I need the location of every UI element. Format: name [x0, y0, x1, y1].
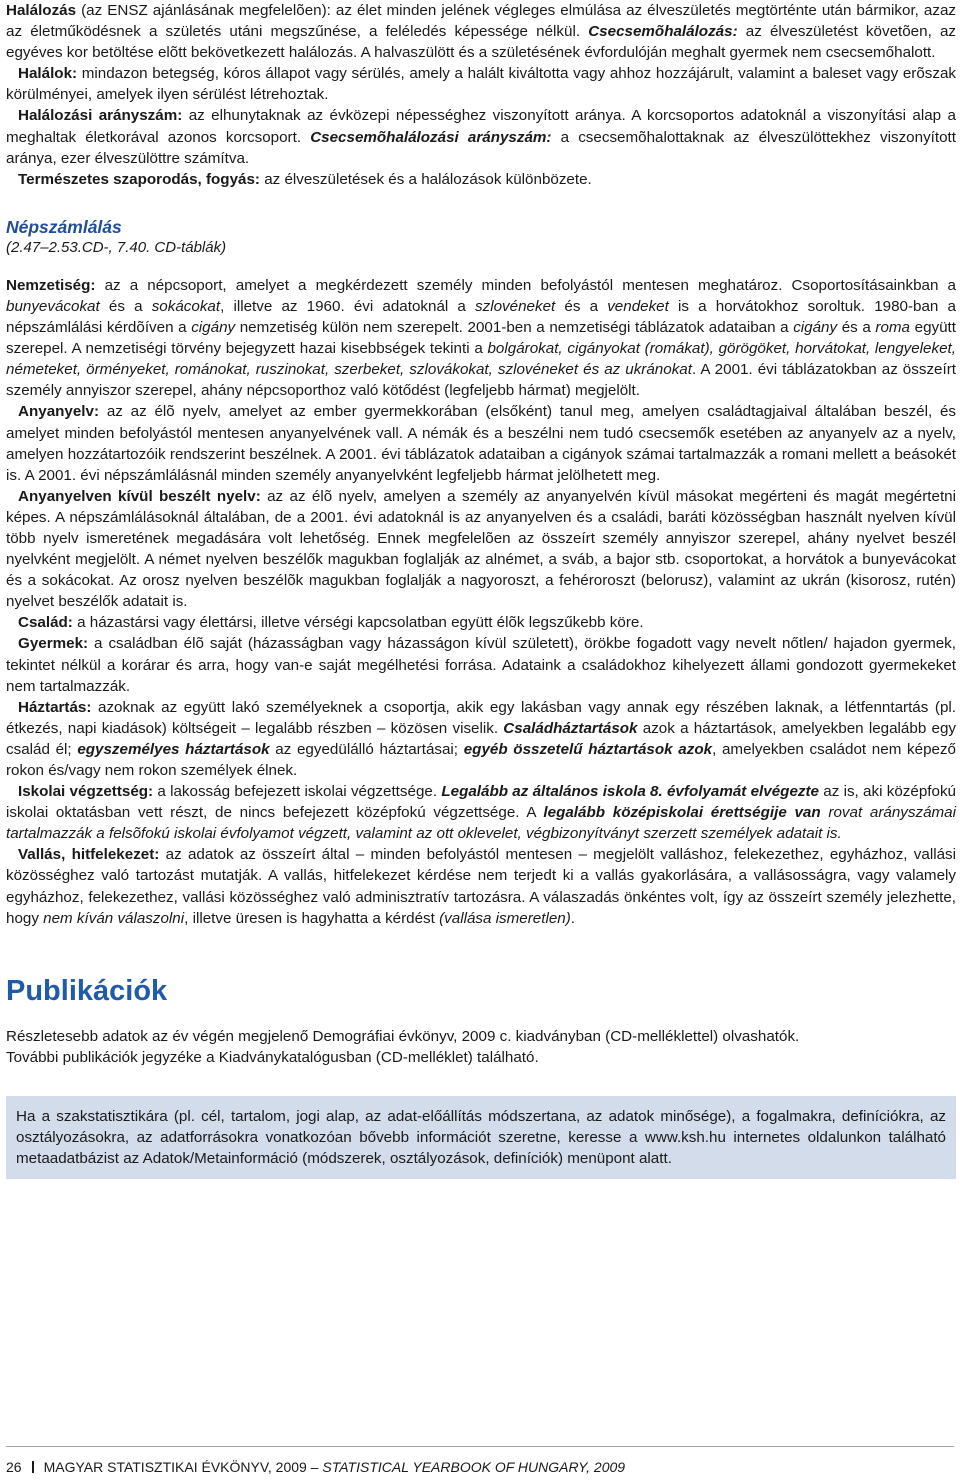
census-title: Népszámlálás	[6, 216, 122, 237]
text-run: . A 2001. évi táblázatokban az összeírt személy annyiszor szerepel, ahány népcsoporthoz való kötődést (legfeljebb hármat) megjelölt.	[6, 361, 956, 400]
emphasis-run: cigány	[191, 319, 236, 337]
census-definition-paragraph	[6, 697, 956, 781]
definition-paragraph	[6, 105, 956, 168]
definition-paragraph	[6, 0, 956, 63]
emphasis-run: Gyermek:	[18, 635, 89, 653]
census-definition-paragraph	[6, 633, 956, 696]
emphasis-run: Anyanyelv:	[18, 403, 100, 421]
emphasis-run: Természetes szaporodás, fogyás:	[18, 170, 260, 188]
emphasis-run: Családháztartások	[503, 719, 638, 737]
text-run: a családban élõ saját (házasságban vagy házasságon kívül született), örökbe fogadott vagy nevelt nőtlen/ hajadon gyermek, tekintet nélkül a korárar és arra, hogy van-e saját megélhetési forrása. Adataink a családokhoz kihelyezett állami gondozott gyermekeket nem tartalmazzák.	[6, 635, 956, 695]
text-run: nemzetiség külön nem szerepelt. 2001-ben a nemzetiségi táblázatok adataiban a	[235, 319, 794, 337]
emphasis-run: rovat arányszámai tartalmazzák a felsõfokú iskolai évfolyamot végzett, valamint az ott oklevelet, végbizonyítványt szerzett személyek adatait is.	[6, 804, 956, 843]
emphasis-run: szlovéneket	[475, 297, 556, 315]
text-run: az egyedülálló háztartásai;	[269, 740, 464, 758]
info-box	[6, 1096, 956, 1179]
publications-text-2: További publikációk jegyzéke a Kiadványkatalógusban (CD-melléklet) található.	[6, 1048, 539, 1066]
emphasis-run: Csecsemõhalálozási arányszám:	[310, 128, 552, 146]
text-run: az az élõ nyelv, amelyen a személy az anyanyelvén kívül másokat megérteni és magát megértetni képes. A népszámlálásoknál általában, de a 2001. évi adatoknál is az anyanyelven és a családi, baráti közösségban használt nyelven kívül több nyelv ismeretének megadására volt lehetőség. Ennek megfelelõen az összeírt személy annyiszor szerepel, ahány nyelvet beszél nyelvként megjelölt. A német nyelven beszélők magukban foglalják az alnémet, a sváb, a bajor stb. csoportokat, a horvátok a bunyevácokat és a sokácokat. Az orosz nyelven beszélõk magukban foglalják a nagyoroszt, a fehéroroszt (belorusz), valamint az ukrán (kisorosz, rutén) nyelvet beszélők adatait is.	[6, 487, 956, 611]
footer-dash: –	[306, 1459, 323, 1475]
emphasis-run: legalább középiskolai érettségije van	[543, 804, 821, 822]
page-footer	[6, 1458, 954, 1476]
emphasis-run: cigány	[793, 319, 838, 337]
info-box-text: Ha a szakstatisztikára (pl. cél, tartalom, jogi alap, az adat-előállítás módszertana, az adatok minősége), a fogalmakra, definíciókra, az osztályozásokra, az adatforrásokra vonatkozóan bővebb információt szeretne, keresse a www.ksh.hu internetes oldalunkon található metaadatbázist az Adatok/Metainformáció (módszerek, osztályozások, definíciók) menüpont alatt.	[16, 1107, 946, 1168]
census-definition-paragraph	[6, 612, 956, 633]
publications-title: Publikációk	[6, 974, 168, 1007]
emphasis-run: vendeket	[607, 297, 669, 315]
footer-separator	[32, 1461, 34, 1473]
emphasis-run: Halálok:	[18, 65, 78, 83]
page-number: 26	[6, 1459, 22, 1475]
census-subtitle: (2.47–2.53.CD-, 7.40. CD-táblák)	[6, 238, 227, 256]
text-run: az is, aki középfokú iskolai oktatásban vett részt, de nincs befejezett középfokú végzettsége. A	[6, 783, 956, 822]
emphasis-run: bolgárokat, cigányokat (romákat), görögöket, horvátokat, lengyeleket, németeket, örményeket, románokat, ruszinokat, szerbeket, szlovákokat, szlovéneket és az ukránokat	[6, 340, 956, 379]
emphasis-run: egyszemélyes háztartások	[77, 740, 270, 758]
emphasis-run: Család:	[18, 614, 73, 632]
text-run: együtt szerepel. A nemzetiségi törvény bejegyzett hazai kisebbségek tekinti a	[6, 319, 956, 358]
census-definitions	[6, 275, 956, 929]
emphasis-run: bunyevácokat	[6, 297, 100, 315]
census-definition-paragraph	[6, 844, 956, 928]
emphasis-run: Anyanyelven kívül beszélt nyelv:	[18, 487, 261, 505]
emphasis-run: nem kíván válaszolni	[43, 909, 185, 927]
census-definition-paragraph	[6, 275, 956, 402]
emphasis-run: Iskolai végzettség:	[18, 783, 154, 801]
footer-title: MAGYAR STATISZTIKAI ÉVKÖNYV, 2009	[43, 1459, 307, 1475]
text-run: .	[570, 909, 576, 927]
text-run: az a népcsoport, amelyet a megkérdezett személy minden befolyástól mentesen meghatároz. Csoportosításainkban a	[95, 276, 956, 294]
text-run: , amelyekben családot nem képező rokon és/vagy nem rokon személyek élnek.	[6, 740, 957, 779]
emphasis-run: Halálozási arányszám:	[18, 107, 183, 125]
census-definition-paragraph	[6, 781, 956, 844]
definition-paragraph	[6, 169, 956, 190]
emphasis-run: egyéb összetelű háztartások azok	[463, 740, 713, 758]
definition-text: mindazon betegség, kóros állapot vagy sérülés, amely a halált kiváltotta vagy ahhoz hozzájárult, valamint a baleset vagy erõszak körülményei, amelyek ilyen sérülést létrehoztak.	[6, 65, 956, 104]
text-run: az adatok az összeírt által – minden befolyástól mentesen – megjelölt valláshoz, felekezethez, egyházhoz, vallási közösséghez való tartozást mutatják. A vallás, hitfelekezet kérdése nem terjedt ki a vallás gyakorlására, a vallásosságra, vagy valamely egyházhoz, felekezethez, vallási közösséghez való adminisztratív tartozásra. A válaszadás önkéntes volt, így az összeírt személy jelezhette, hogy	[6, 846, 956, 927]
text-run: és a	[555, 297, 608, 315]
definition-text: az élveszületések és a halálozások különbözete.	[259, 170, 592, 188]
emphasis-run: Nemzetiség:	[6, 276, 96, 294]
definition-text: (az ENSZ ajánlásának megfelelõen): az élet minden jelének végleges elmúlása az élveszületés megtörténte után bármikor, azaz az életműködésnek a születés utáni megszűnése, a feléledés képessége nélkül.	[6, 2, 956, 41]
emphasis-run: Vallás, hitfelekezet:	[18, 846, 160, 864]
text-run: , illetve az 1960. évi adatoknál a	[220, 297, 476, 315]
text-run: azok a háztartások, amelyekben legalább egy család él;	[6, 719, 956, 758]
publications-text-1: Részletesebb adatok az év végén megjelenő Demográfiai évkönyv, 2009 c. kiadványban (CD-melléklettel) olvashatók.	[6, 1027, 800, 1045]
text-run: , illetve üresen is hagyhatta a kérdést	[184, 909, 440, 927]
definition-paragraph	[6, 63, 956, 105]
page	[6, 0, 956, 1179]
census-section	[6, 217, 956, 929]
text-run: a házastársi vagy élettársi, illetve vérségi kapcsolatban együtt élõk legszűkebb köre.	[72, 614, 644, 632]
text-run: azoknak az együtt lakó személyeknek a csoportja, akik egy lakásban vagy annak egy részében laknak, a létfenntartás (pl. étkezés, napi kiadások) költségeit – legalább részben – közösen viselik.	[6, 698, 956, 737]
footer-rule	[6, 1446, 954, 1447]
text-run: az élveszületést követõen, az egyéves kor betöltése elõtt bekövetkezett halálozás. A halvaszülött és a születésének évfordulóján meghalt gyermek nem csecsemőhalott.	[6, 23, 956, 62]
emphasis-run: Csecsemõhalálozás:	[588, 23, 738, 41]
definitions-section	[6, 0, 956, 190]
emphasis-run: Háztartás:	[18, 698, 92, 716]
text-run: a csecsemõhalottaknak az élveszülöttekhez viszonyított aránya, ezer élveszülöttre számítva.	[6, 128, 956, 167]
text-run: a lakosság befejezett iskolai végzettsége.	[153, 783, 442, 801]
emphasis-run: Halálozás	[6, 2, 77, 19]
emphasis-run: sokácokat	[151, 297, 221, 315]
emphasis-run: Legalább az általános iskola 8. évfolyamát elvégezte	[441, 783, 819, 801]
publications-section	[6, 973, 956, 1068]
text-run: és a	[99, 297, 152, 315]
footer-title-en: STATISTICAL YEARBOOK OF HUNGARY, 2009	[322, 1459, 626, 1475]
emphasis-run: roma	[875, 319, 911, 337]
emphasis-run: (vallása ismeretlen)	[439, 909, 571, 927]
census-definition-paragraph	[6, 486, 956, 613]
text-run: és a	[837, 319, 876, 337]
text-run: is a horvátokhoz soroltuk. 1980-ban a népszámlálási kérdõíven a	[6, 297, 956, 337]
text-run: az az élõ nyelv, amelyet az ember gyermekkorában (elsőként) tanul meg, amelyen családtagjaival általában beszél, és amelyet minden befolyástól mentesen anyanyelvének vall. A némák és a beszélni nem tudó csecsemők esetében az anyanyelv az a nyelv, amelyen hozzátartozóik rendszerint beszélnek. A 2001. évi táblázatok adataiban a cigányok számai tartalmazzák a romani mellett a beásokét is. A 2001. évi népszámlálásnál minden személy anyanyelvként legfeljebb hármat jelölhetett meg.	[6, 403, 956, 484]
definition-text: az elhunytaknak az évközepi népességhez viszonyított aránya. A korcsoportos adatoknál a viszonyítási alap a meghaltak életkorával azonos korcsoport.	[6, 107, 956, 146]
census-definition-paragraph	[6, 401, 956, 485]
